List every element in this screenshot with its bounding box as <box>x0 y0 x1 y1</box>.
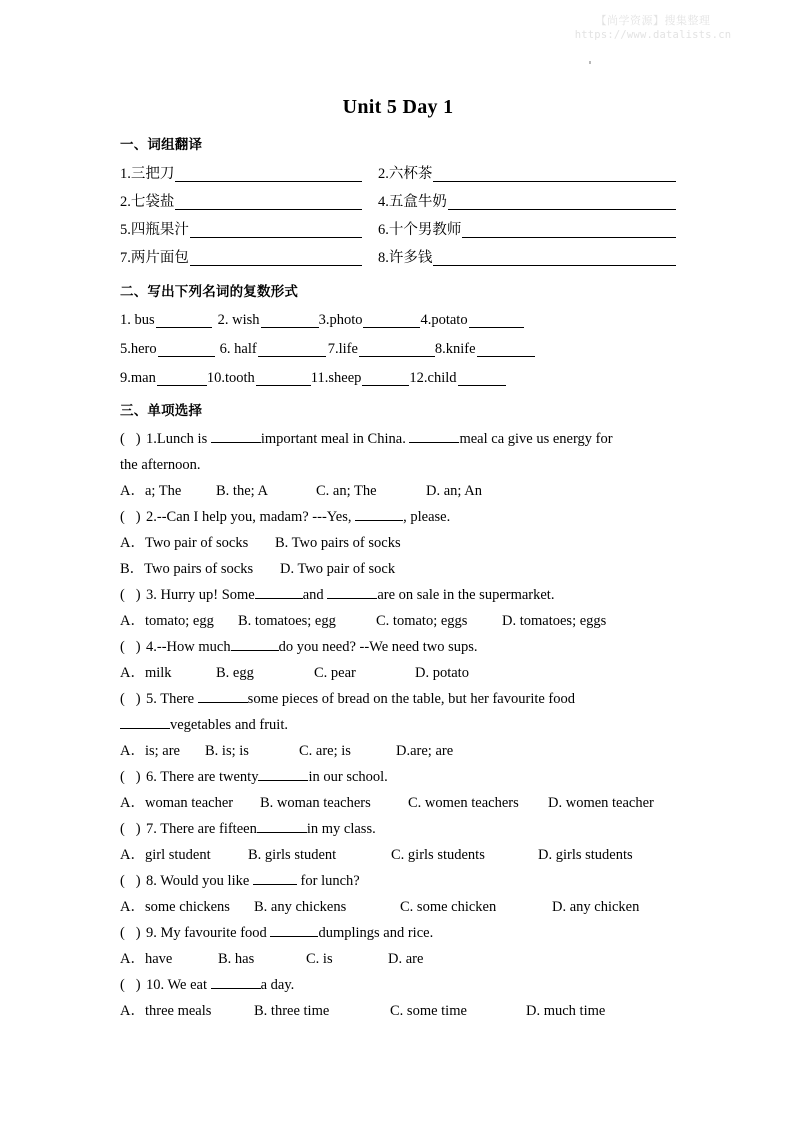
option-c[interactable]: C. some chicken <box>400 899 497 915</box>
option-d[interactable]: D. tomatoes; eggs <box>502 613 607 629</box>
question-number: 6. <box>146 769 157 785</box>
answer-blank[interactable] <box>211 429 261 443</box>
plural-item <box>120 371 207 387</box>
plural-word: 9.man <box>120 369 156 386</box>
answer-blank[interactable] <box>190 222 362 238</box>
option-a[interactable]: A．some chickens <box>120 899 230 915</box>
answer-blank[interactable] <box>433 250 676 266</box>
plural-row <box>120 365 676 386</box>
plural-row <box>120 307 676 328</box>
phrase-item <box>120 250 378 266</box>
option-a[interactable]: A．girl student <box>120 847 211 863</box>
phrase-label: 6.十个男教师 <box>378 221 462 238</box>
option-row <box>120 790 676 816</box>
answer-blank[interactable] <box>211 975 261 989</box>
question-text: in our school. <box>308 769 388 785</box>
section-heading-multiple-choice: 三、单项选择 <box>120 403 203 419</box>
option-row <box>120 608 676 634</box>
option-d[interactable]: D. girls students <box>538 847 633 863</box>
option-a[interactable]: A．Two pair of socks <box>120 535 249 551</box>
question-text: Lunch is <box>156 431 211 447</box>
question-text: , please. <box>403 509 451 525</box>
document-content <box>120 96 676 1024</box>
question-stem <box>120 426 676 452</box>
option-row <box>120 530 676 556</box>
option-b[interactable]: B. is; is <box>205 743 249 759</box>
question-text: in my class. <box>306 821 376 837</box>
answer-paren[interactable]: ( ) <box>120 509 141 525</box>
answer-blank[interactable] <box>256 371 311 386</box>
question-text: --How much <box>156 639 231 655</box>
question-stem <box>120 868 676 894</box>
option-c[interactable]: C. pear <box>314 665 356 681</box>
answer-blank[interactable] <box>258 767 308 781</box>
option-c[interactable]: C. an; The <box>316 483 377 499</box>
watermark-url: https://www.datalists.cn <box>574 28 732 41</box>
option-a[interactable]: A．is; are <box>120 743 180 759</box>
question-continuation <box>120 712 676 738</box>
phrase-label: 2.六杯茶 <box>378 165 433 182</box>
answer-paren[interactable]: ( ) <box>120 873 141 889</box>
answer-blank[interactable] <box>355 507 403 521</box>
question-stem <box>120 582 676 608</box>
answer-blank[interactable] <box>158 342 215 357</box>
plural-item <box>319 313 421 329</box>
question-number: 5. <box>146 691 157 707</box>
answer-paren[interactable]: ( ) <box>120 821 141 837</box>
question-number: 10. <box>146 977 165 993</box>
question-stem <box>120 972 676 998</box>
plural-word: 3.photo <box>318 311 363 328</box>
option-c[interactable]: C. girls students <box>391 847 485 863</box>
plural-item <box>435 342 535 358</box>
answer-blank[interactable] <box>363 313 420 328</box>
option-row <box>120 894 676 920</box>
plural-item <box>220 342 326 358</box>
option-b[interactable]: B. has <box>218 951 255 967</box>
answer-blank[interactable] <box>469 313 524 328</box>
option-row <box>120 556 676 582</box>
answer-blank[interactable] <box>231 637 279 651</box>
answer-blank[interactable] <box>253 871 297 885</box>
phrase-item <box>378 166 676 182</box>
phrase-label: 5.四瓶果汁 <box>120 221 189 238</box>
question-stem <box>120 816 676 842</box>
option-b-duplicate[interactable]: B．Two pairs of socks <box>120 561 254 577</box>
option-row <box>120 842 676 868</box>
question-text: --Can I help you, madam? ---Yes, <box>156 509 356 525</box>
plural-item <box>207 371 311 387</box>
plural-word: 11.sheep <box>310 369 362 386</box>
plural-word: 12.child <box>409 369 457 386</box>
answer-paren[interactable]: ( ) <box>120 925 141 941</box>
plural-word: 10.tooth <box>206 369 255 386</box>
option-row <box>120 478 676 504</box>
option-c[interactable]: C. some time <box>390 1003 467 1019</box>
section-heading-phrase-translation: 一、词组翻译 <box>120 137 203 153</box>
answer-blank[interactable] <box>362 371 409 386</box>
answer-blank[interactable] <box>458 371 506 386</box>
answer-blank[interactable] <box>175 194 362 210</box>
question-text: There are fifteen <box>156 821 257 837</box>
phrase-label: 2.七袋盐 <box>120 193 175 210</box>
plural-item <box>409 371 505 387</box>
option-b[interactable]: B. Two pairs of socks <box>275 535 401 551</box>
answer-blank[interactable] <box>156 313 212 328</box>
plural-word: 7.life <box>327 340 358 357</box>
answer-blank[interactable] <box>409 429 459 443</box>
plural-word: 6. half <box>219 340 257 357</box>
question-text: My favourite food <box>156 925 271 941</box>
answer-blank[interactable] <box>462 222 676 238</box>
option-c[interactable]: C. are; is <box>299 743 351 759</box>
option-row <box>120 998 676 1024</box>
option-b[interactable]: B. girls student <box>248 847 337 863</box>
option-row <box>120 660 676 686</box>
option-b[interactable]: B. any chickens <box>254 899 347 915</box>
plural-forms-block <box>120 307 676 386</box>
question-text: Hurry up! Some <box>156 587 255 603</box>
answer-paren[interactable]: ( ) <box>120 639 141 655</box>
phrase-row <box>120 188 676 210</box>
phrase-label: 7.两片面包 <box>120 249 189 266</box>
question-text: dumplings and rice. <box>318 925 434 941</box>
stray-dot-artifact <box>589 61 591 64</box>
answer-blank[interactable] <box>255 585 303 599</box>
question-text: for lunch? <box>296 873 360 889</box>
question-text: There <box>156 691 198 707</box>
phrase-item <box>378 222 676 238</box>
answer-blank[interactable] <box>477 342 535 357</box>
phrase-label: 8.许多钱 <box>378 249 433 266</box>
question-stem <box>120 686 676 712</box>
answer-blank[interactable] <box>327 585 377 599</box>
phrase-item <box>120 166 378 182</box>
option-b[interactable]: B. the; A <box>216 483 268 499</box>
answer-paren[interactable]: ( ) <box>120 431 141 447</box>
question-text: There are twenty <box>156 769 259 785</box>
question-stem <box>120 920 676 946</box>
question-text: important meal in China. <box>260 431 410 447</box>
question-text: Would you like <box>156 873 253 889</box>
answer-paren[interactable]: ( ) <box>120 587 141 603</box>
phrase-row <box>120 216 676 238</box>
watermark-chinese-text: 【尚学资源】搜集整理 <box>595 14 711 27</box>
question-text: some pieces of bread on the table, but her favourite food <box>247 691 576 707</box>
plural-item <box>120 342 215 358</box>
question-text: meal ca give us energy for <box>459 431 613 447</box>
phrase-label: 1.三把刀 <box>120 165 175 182</box>
answer-blank[interactable] <box>198 689 248 703</box>
answer-blank[interactable] <box>270 923 318 937</box>
option-a[interactable]: A．have <box>120 951 173 967</box>
plural-item <box>420 313 523 329</box>
question-text: a day. <box>260 977 295 993</box>
option-b[interactable]: B. tomatoes; egg <box>238 613 336 629</box>
plural-word: 1. bus <box>120 311 155 328</box>
option-a[interactable]: A．three meals <box>120 1003 212 1019</box>
question-number: 8. <box>146 873 157 889</box>
page-title: Unit 5 Day 1 <box>342 96 454 118</box>
question-text: vegetables and fruit. <box>170 717 288 733</box>
question-continuation: the afternoon. <box>120 457 201 473</box>
option-d[interactable]: D. potato <box>415 665 469 681</box>
question-stem <box>120 504 676 530</box>
answer-paren[interactable]: ( ) <box>120 977 141 993</box>
option-b[interactable]: B. three time <box>254 1003 330 1019</box>
answer-blank[interactable] <box>257 819 307 833</box>
multiple-choice-block <box>120 426 676 1024</box>
option-d[interactable]: D. any chicken <box>552 899 640 915</box>
option-c[interactable]: C. is <box>306 951 333 967</box>
option-c[interactable]: C. women teachers <box>408 795 519 811</box>
plural-item <box>328 342 435 358</box>
option-d[interactable]: D. are <box>388 951 424 967</box>
plural-word: 8.knife <box>434 340 476 357</box>
answer-blank[interactable] <box>258 342 326 357</box>
option-a[interactable]: A．tomato; egg <box>120 613 214 629</box>
answer-blank[interactable] <box>433 166 676 182</box>
question-text: are on sale in the supermarket. <box>377 587 555 603</box>
option-b[interactable]: B. egg <box>216 665 254 681</box>
answer-blank[interactable] <box>448 194 676 210</box>
question-text: do you need? --We need two sups. <box>278 639 478 655</box>
plural-item <box>218 313 319 329</box>
option-a[interactable]: A．a; The <box>120 483 182 499</box>
phrase-row <box>120 244 676 266</box>
option-d[interactable]: D. an; An <box>426 483 482 499</box>
section-heading-plural-forms: 二、写出下列名词的复数形式 <box>120 284 299 300</box>
phrase-item <box>120 194 378 210</box>
plural-word: 5.hero <box>120 340 157 357</box>
phrase-item <box>378 250 676 266</box>
answer-blank[interactable] <box>175 166 362 182</box>
question-number: 9. <box>146 925 157 941</box>
answer-blank[interactable] <box>157 371 207 386</box>
question-number: 4. <box>146 639 157 655</box>
question-number: 1. <box>146 431 157 447</box>
option-a[interactable]: A．milk <box>120 665 172 681</box>
option-d[interactable]: D. Two pair of sock <box>280 561 396 577</box>
answer-paren[interactable]: ( ) <box>120 769 141 785</box>
phrase-label: 4.五盒牛奶 <box>378 193 447 210</box>
answer-blank[interactable] <box>120 715 170 729</box>
answer-paren[interactable]: ( ) <box>120 691 141 707</box>
question-number: 3. <box>146 587 157 603</box>
option-a[interactable]: A．woman teacher <box>120 795 234 811</box>
question-number: 7. <box>146 821 157 837</box>
question-text: We eat <box>164 977 211 993</box>
answer-blank[interactable] <box>190 250 362 266</box>
question-number: 2. <box>146 509 157 525</box>
option-b[interactable]: B. woman teachers <box>260 795 371 811</box>
phrase-translation-grid <box>120 160 676 266</box>
question-stem <box>120 634 676 660</box>
answer-blank[interactable] <box>261 313 319 328</box>
option-row <box>120 738 676 764</box>
option-d[interactable]: D.are; are <box>396 743 454 759</box>
phrase-item <box>120 222 378 238</box>
option-row <box>120 946 676 972</box>
answer-blank[interactable] <box>359 342 435 357</box>
option-d[interactable]: D. much time <box>526 1003 606 1019</box>
watermark <box>528 14 778 42</box>
question-stem <box>120 764 676 790</box>
plural-item <box>311 371 410 387</box>
option-d[interactable]: D. women teacher <box>548 795 654 811</box>
plural-word: 4.potato <box>420 311 468 328</box>
phrase-item <box>378 194 676 210</box>
plural-word: 2. wish <box>217 311 260 328</box>
phrase-row <box>120 160 676 182</box>
plural-row <box>120 336 676 357</box>
plural-item <box>120 313 212 329</box>
question-text: and <box>302 587 328 603</box>
option-c[interactable]: C. tomato; eggs <box>376 613 468 629</box>
